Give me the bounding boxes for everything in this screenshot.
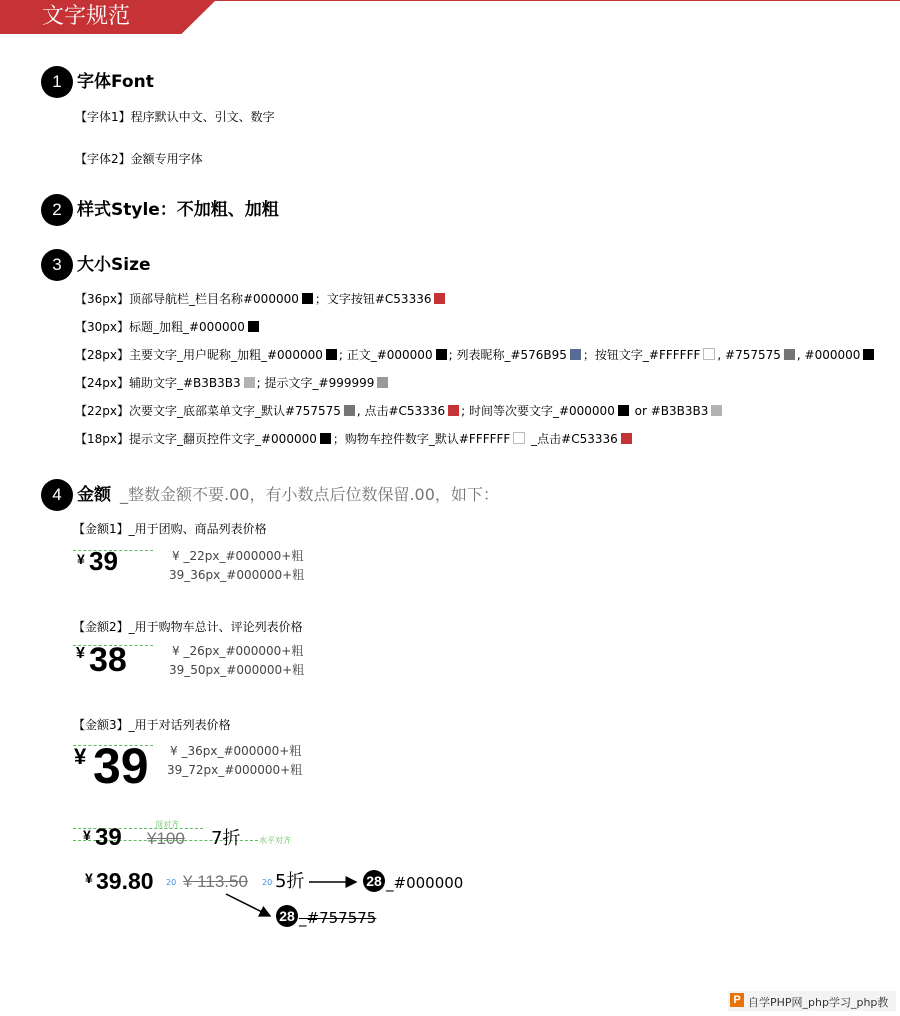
amount-2-spec-number: 39_50px_#000000+粗: [169, 663, 305, 677]
section-number-badge: 1: [41, 66, 73, 98]
section-number-badge: 3: [41, 249, 73, 281]
size-row-22: 【22px】次要文字_底部菜单文字_默认#757575 , 点击#C53336 ; 时间等次要文字_#000000 or #B3B3B3: [75, 403, 724, 419]
size-row-18: 【18px】提示文字_翻页控件文字_#000000 ；购物车控件数字_默认#FFFFFF _点击#C53336: [75, 431, 634, 447]
example-original-price: ¥100: [147, 829, 185, 848]
amount-style-1-label: 【金额1】_用于团购、商品列表价格: [73, 522, 267, 536]
example-price: 39: [95, 824, 122, 851]
example-discount-decimal: 5折: [275, 871, 305, 892]
example-original-price-decimal: ¥ 113.50: [183, 872, 248, 891]
currency-symbol: ¥: [83, 827, 91, 843]
currency-symbol: ¥: [77, 551, 85, 567]
size-badge: 28: [276, 905, 298, 927]
spacing-marker: 20: [262, 878, 273, 887]
amount-3-spec-number: 39_72px_#000000+粗: [167, 763, 303, 777]
font-rule-1: 【字体1】程序默认中文、引文、数字: [75, 110, 275, 124]
size-row-30: 【30px】标题_加粗_#000000: [75, 319, 261, 335]
size-badge: 28: [363, 870, 385, 892]
section-title-style: 样式Style：不加粗、加粗: [77, 200, 279, 220]
price-amount-2: 38: [89, 641, 127, 679]
amount-style-2-label: 【金额2】_用于购物车总计、评论列表价格: [73, 620, 303, 634]
price-amount-1: 39: [89, 546, 118, 576]
amount-style-3-label: 【金额3】_用于对话列表价格: [73, 718, 231, 732]
section-number-badge: 2: [41, 194, 73, 226]
price-amount-3: 39: [93, 738, 149, 794]
section-title-size: 大小Size: [77, 255, 151, 275]
watermark-text: 自学PHP网_php学习_php教: [748, 996, 889, 1009]
amount-3-spec-symbol: ¥ _36px_#000000+粗: [170, 744, 302, 758]
example-discount: 7折: [211, 828, 241, 849]
section-number-badge: 4: [41, 479, 73, 511]
section-title-font: 字体Font: [77, 72, 154, 92]
currency-symbol: ¥: [85, 870, 93, 886]
font-rule-2: 【字体2】金额专用字体: [75, 152, 203, 166]
arrow-to-gray: [226, 894, 270, 916]
currency-symbol: ¥: [76, 645, 85, 662]
top-align-note: 顶对齐: [155, 820, 179, 829]
size-row-36: 【36px】顶部导航栏_栏目名称#000000 ；文字按钮#C53336: [75, 291, 447, 307]
site-logo: P: [730, 993, 744, 1007]
page-title: 文字规范: [42, 4, 131, 29]
amount-2-spec-symbol: ¥ _26px_#000000+粗: [172, 644, 304, 658]
horizontal-align-note: 水平对齐: [259, 836, 291, 845]
color-label-black: _#000000: [386, 874, 464, 892]
size-row-24: 【24px】辅助文字_#B3B3B3 ; 提示文字_#999999: [75, 375, 390, 391]
amount-1-spec-number: 39_36px_#000000+粗: [169, 568, 305, 582]
spacing-marker: 20: [166, 878, 177, 887]
size-row-28: 【28px】主要文字_用户昵称_加粗_#000000 ; 正文_#000000 ; 列表昵称_#576B95 ；按钮文字_#FFFFFF , #757575 , #000000: [75, 347, 876, 363]
amount-1-spec-symbol: ¥ _22px_#000000+粗: [172, 549, 304, 563]
color-label-gray: _#757575: [299, 909, 377, 927]
amount-note: _整数金额不要.00，有小数点后位数保留.00，如下：: [120, 485, 499, 504]
example-price-decimal: 39.80: [96, 868, 154, 894]
section-title-amount: 金额: [77, 485, 111, 505]
currency-symbol: ¥: [74, 744, 87, 769]
